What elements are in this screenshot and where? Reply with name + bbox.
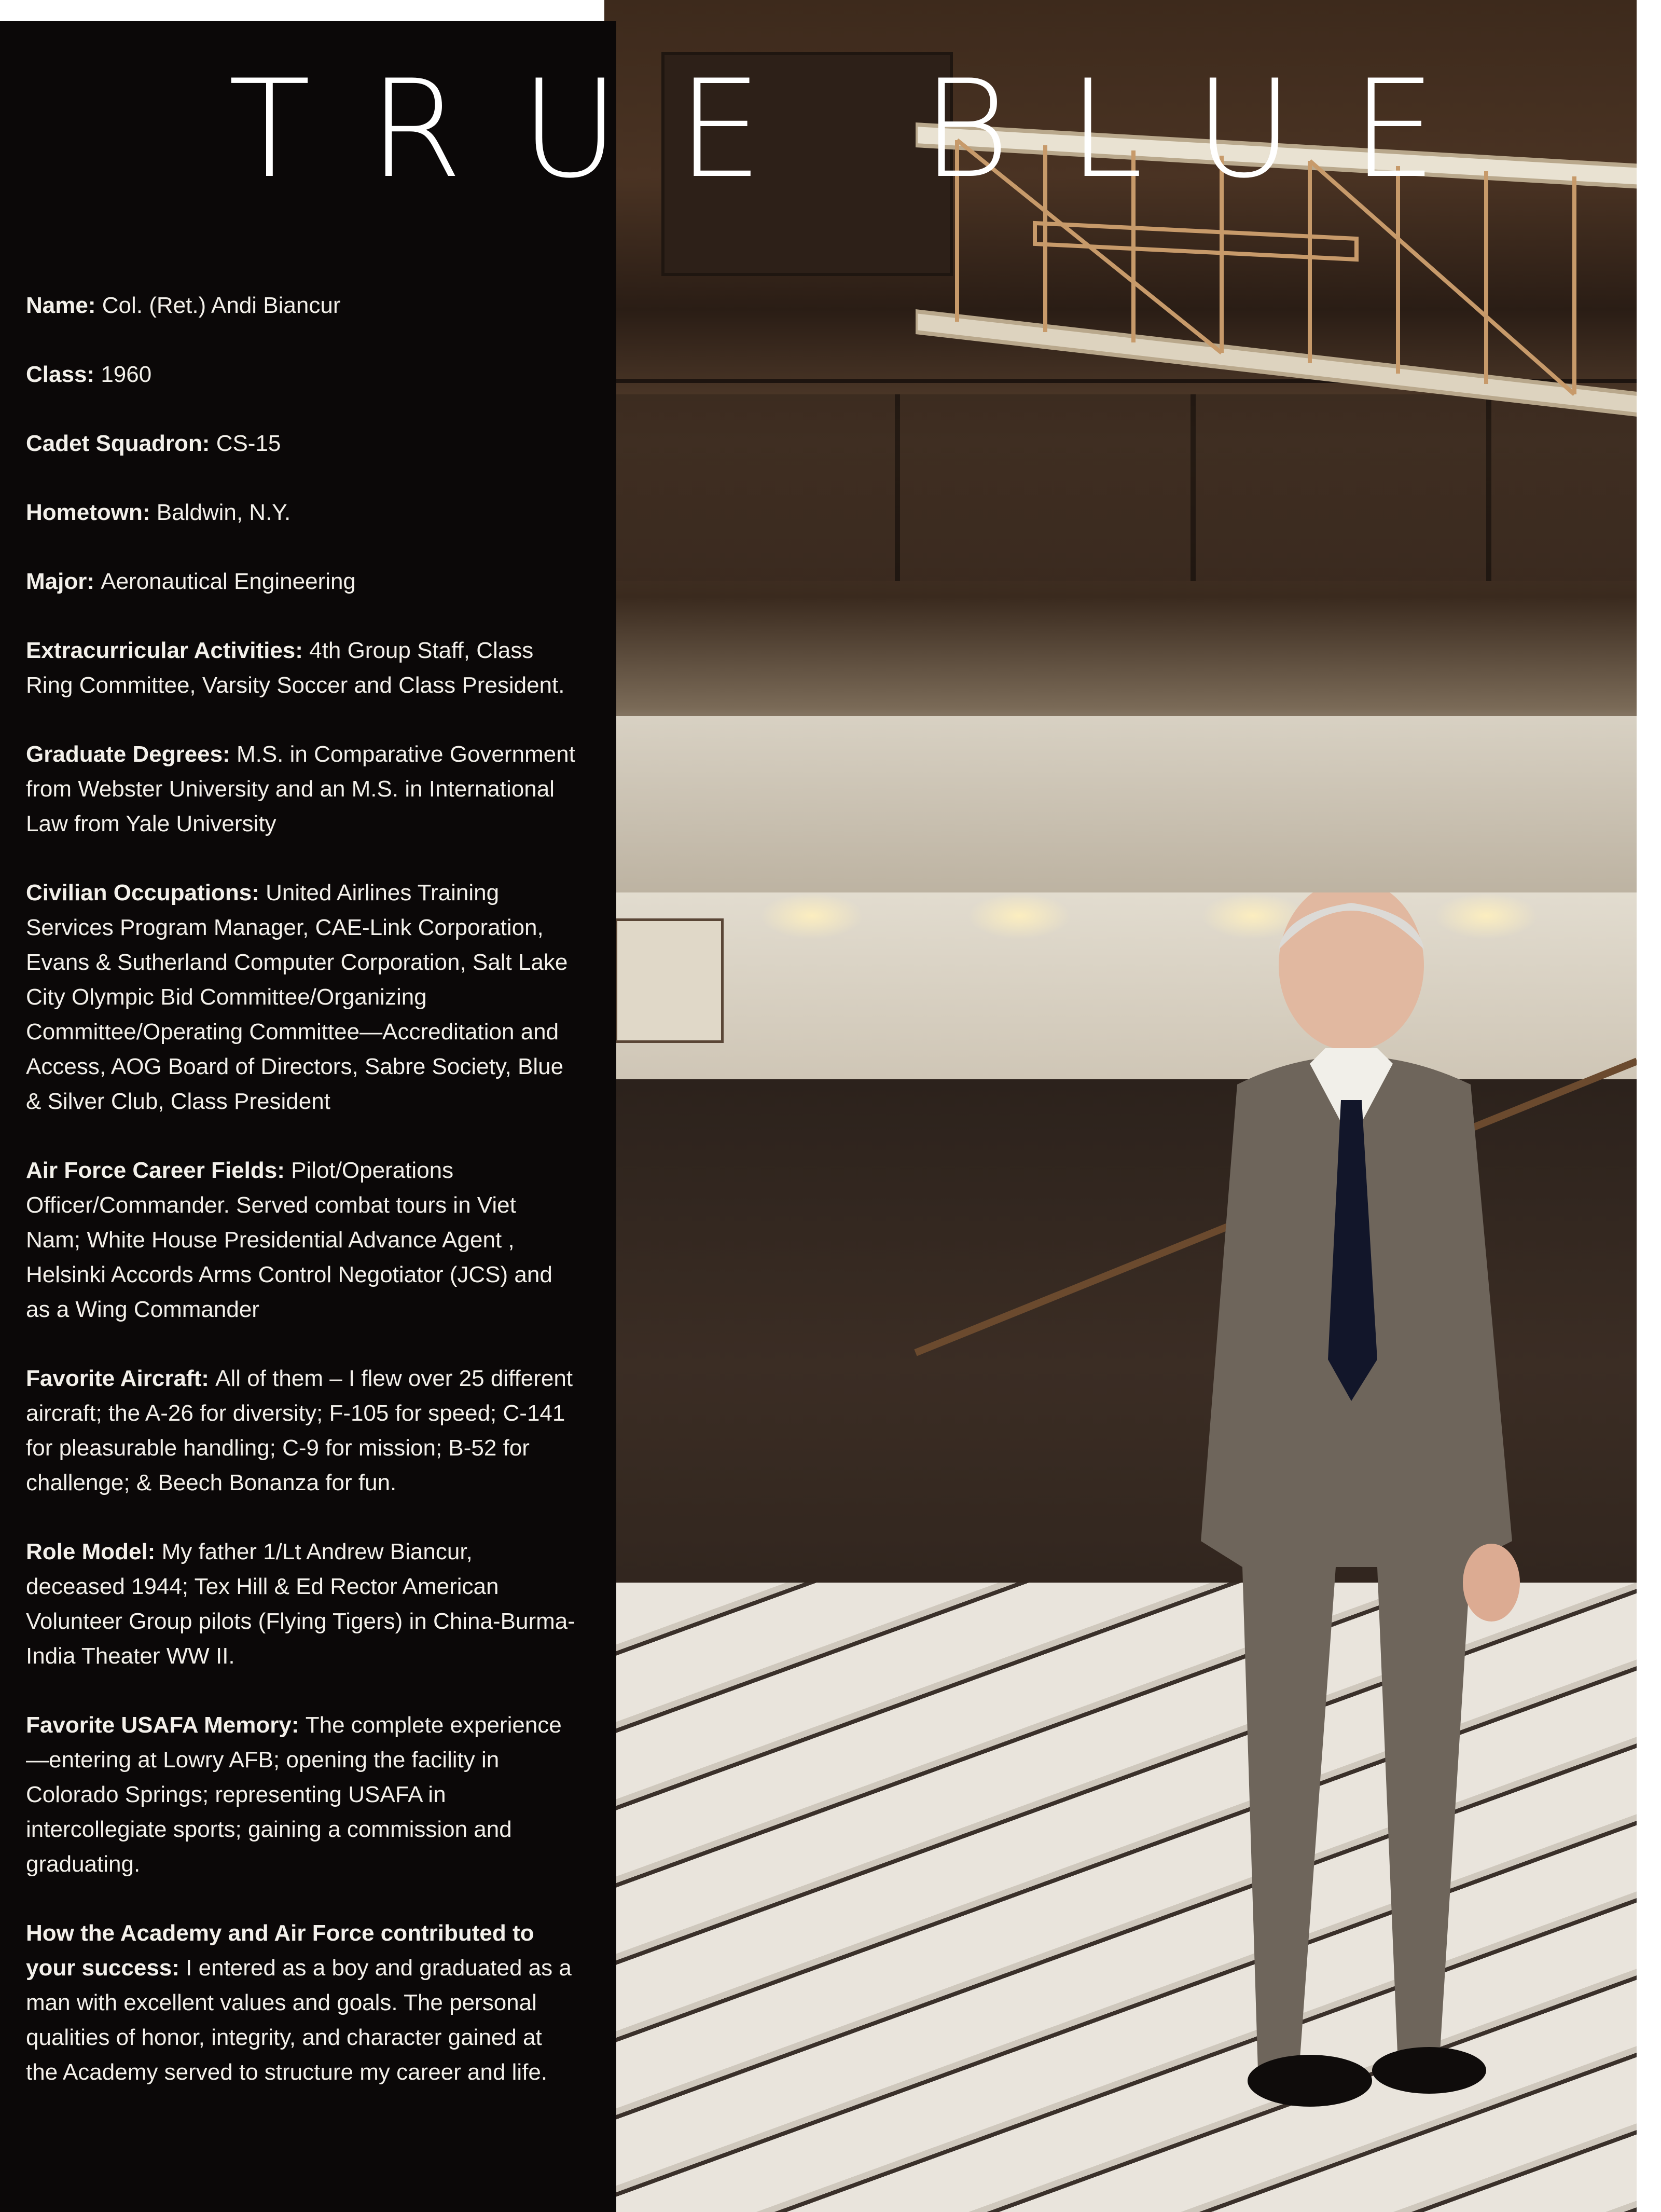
bio-text: Pilot/Operations Officer/Commander. Served combat tours in Viet Nam; White House Presidential Advance Agent , Helsinki Accords Arms Control Negotiator (JCS) and as a Wing Commander	[26, 1158, 552, 1322]
bio-text: All of them – I flew over 25 different aircraft; the A-26 for diversity; F-105 for speed; C-141 for pleasurable handling; C-9 for mission; B-52 for challenge; & Beech Bonanza for fun.	[26, 1366, 573, 1495]
bio-entry	[26, 633, 576, 703]
bio-label: Name:	[26, 293, 96, 318]
ceiling-light	[760, 892, 864, 939]
bio-entry	[26, 1534, 576, 1673]
bio-entry	[26, 1708, 576, 1881]
colonel-biancur-portrait-icon	[1180, 892, 1554, 2138]
bio-label: Graduate Degrees:	[26, 741, 230, 767]
bio-text: United Airlines Training Services Program Manager, CAE-Link Corporation, Evans & Sutherland Computer Corporation, Salt Lake City Olympic Bid Committee/Organizing Committee/Operating Committee—Accreditation and Access, AOG Board of Directors, Sabre Society, Blue & Silver Club, Class President	[26, 880, 568, 1114]
bio-text: The complete experience—entering at Lowry AFB; opening the facility in Colorado Springs; representing USAFA in intercollegiate sports; gaining a commission and graduating.	[26, 1712, 562, 1877]
bio-label: Major:	[26, 569, 94, 594]
bio-list	[26, 288, 576, 2124]
bio-label: Role Model:	[26, 1539, 156, 1564]
bio-label: Hometown:	[26, 500, 150, 525]
bio-entry	[26, 1361, 576, 1500]
bio-entry	[26, 1916, 576, 2090]
mezzanine-beam	[604, 716, 1637, 892]
bio-text: Aeronautical Engineering	[101, 569, 356, 594]
page-title: TRUE BLUE	[228, 51, 1495, 208]
bio-text: I entered as a boy and graduated as a man with excellent values and goals. The personal qualities of honor, integrity, and character gained at the Academy served to structure my career and life.	[26, 1955, 572, 2085]
bio-entry	[26, 564, 576, 599]
bio-text: M.S. in Comparative Government from Webster University and an M.S. in International Law from Yale University	[26, 741, 575, 836]
bio-label: Extracurricular Activities:	[26, 638, 303, 663]
bio-entry	[26, 288, 576, 323]
bio-text: Baldwin, N.Y.	[156, 500, 291, 525]
bio-label: Civilian Occupations:	[26, 880, 259, 905]
bio-label: Cadet Squadron:	[26, 431, 210, 456]
bio-label: Class:	[26, 362, 95, 387]
ceiling-light	[967, 892, 1071, 939]
bio-entry	[26, 875, 576, 1119]
bio-entry	[26, 737, 576, 841]
wall-picture-frame	[615, 918, 724, 1043]
bio-entry	[26, 426, 576, 461]
bio-text: 1960	[101, 362, 152, 387]
bio-label: Favorite USAFA Memory:	[26, 1712, 299, 1738]
bio-text: CS-15	[216, 431, 281, 456]
bio-label: How the Academy and Air Force contributed to your success:	[26, 1920, 534, 1981]
bio-label: Favorite Aircraft:	[26, 1366, 209, 1391]
bio-text: 4th Group Staff, Class Ring Committee, Varsity Soccer and Class President.	[26, 638, 565, 698]
bio-entry	[26, 1153, 576, 1327]
bio-entry	[26, 357, 576, 392]
bio-entry	[26, 495, 576, 530]
bio-text: Col. (Ret.) Andi Biancur	[102, 293, 341, 318]
bio-text: My father 1/Lt Andrew Biancur, deceased 1944; Tex Hill & Ed Rector American Volunteer Group pilots (Flying Tigers) in China-Burma-India Theater WW II.	[26, 1539, 575, 1669]
portrait-photo	[604, 0, 1637, 2212]
bio-label: Air Force Career Fields:	[26, 1158, 285, 1183]
